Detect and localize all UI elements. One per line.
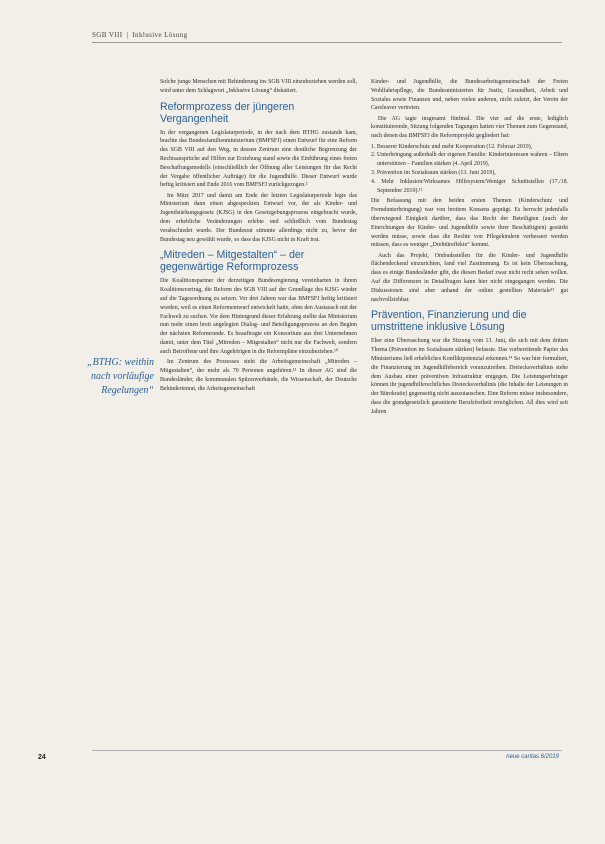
paragraph: Eher eine Überraschung war die Sitzung vom 13. Juni, die sich mit dem dritten Thema (Prävention im Sozialraum stärken) befasste. Das vorbereitende Papier des Ministeriums ließ erhebliches Konfliktpotenzial erkennen.¹⁴ So war hier formuliert, die Finanzierung im Jugendhilfebereich voranzutreiben. Dreiecksverhältnis stehe dem Ausbau einer präventiven Infrastruktur entgegen. Die Leistungserbringer können ihr jugendhilferechtliches Dreiecksverhältnis (die Inhalte der Leistungen in der Bürokratie) gegenseitig nicht auszutauschen. Eine Reform müsse insbesondere, dass die grundgesetzlich garantierte Berufsfreiheit ermöglichen. All dies wird seit Jahren [371,338,568,415]
pull-quote-line: nach vorläufige [90,371,154,382]
list-item: 4. Mehr Inklusion/Wirksames Hilfesystem/Weniger Schnittstellen (17./18. September 2019).¹² [371,178,568,194]
pull-quote-line: „BTHG: weithin [87,357,154,368]
paragraph: Die AG tagte insgesamt fünfmal. Die vier auf die erste, lediglich konstituierende, Sitzung folgenden Tagungen hatten vier Themen zum Gegenstand, nach denen das BMFSFJ die Reformprojekt gegliedert hat: [371,115,568,140]
section-heading: Prävention, Finanzierung und die umstrittene inklusive Lösung [371,309,527,334]
paragraph: Im Zentrum des Prozesses steht die Arbeitsgemeinschaft „Mitreden – Mitgestalten“, der mehr als 70 Personen angehören.¹¹ In dieser AG sind die Bundesländer, die kommunalen Spitzenverbände, die Wissenschaft, der Deutsche Behindertenrat, die Arbeitsgemeinschaft [160,359,357,392]
magazine-name: neue caritas 6/2019 [506,754,559,760]
paragraph: Auch das Projekt, Ombudsstellen für die Kinder- und Jugendhilfe flächendeckend einzurichten, fand viel Zustimmung. Es ist kein Überraschung, dass es einige Bundesländer gibt, die diesen Bedarf zwar nicht recht sehen wollen. Auf die Differenzen in Detailfragen kann hier nicht eingegangen werden. Die Diskussionen sind aber anhand der online gestellten Materiale¹³ gut nachvollziehbar. [371,252,568,303]
header-rule [92,42,562,43]
paragraph: Die Befassung mit den beiden ersten Themen (Kinderschutz und Fremdunterbringung) war von breitem Konsens geprägt. Es herrscht jedenfalls überwiegend Einigkeit darüber, dass das Recht der Beteiligten (auch der Einrichtungen der Kinder- und Jugendhilfe sowie ihrer Beschäftigten) gestärkt werden müsse, sowie dass die Rechte von Pflegekindern verbessert werden müssen, dass es weniger „Drehtüreffekte“ kommt. [371,198,568,249]
topic-list [371,143,568,196]
paragraph: Die Koalitionspartner der derzeitigen Bundesregierung vereinbarten in ihrem Koalitionsvertrag, die Reform des SGB VIII auf der Grundlage des KJSG wieder auf die Tagesordnung zu setzen. Vor drei Jahren war das BMFSFJ heftig kritisiert worden, weil es einen Reformentwurf entwickelt hatte, ohne den Austausch mit der Fachwelt zu suchen. Vor dem Hintergrund dieser Erfahrung stellte das Ministerium nun mehr einen breit angelegten Dialog- und Beteiligungsprozess an den Beginn der nächsten Reformrunde. Es beauftragte ein Konsortium aus drei Unternehmen damit, unter dem Titel „Mitreden – Mitgestalten“ nicht nur die Fachwelt, sondern auch Betroffene und ihre Angehörigen in die Reformpläne einzubeziehen.¹⁰ [160,278,357,355]
header-title: Inklusive Lösung [132,31,188,39]
left-column [160,78,357,395]
list-item: 1. Besserer Kinderschutz und mehr Kooperation (12. Februar 2019), [371,143,533,150]
section-heading: Reformprozess der jüngeren Vergangenheit [160,100,295,125]
paragraph: In der vergangenen Legislaturperiode, in der nach dem BTHG zustande kam, brachte das Bundesfamilienministerium (BMFSFJ) einen Entwurf für eine Reform des SGB VIII auf den Weg, in dessen Zentrum eine deutliche Begrenzung der Rechtsansprüche auf Hilfen zur Erziehung stand sowie die Einführung eines freien Beschaffungsmodells (einschließlich der Öffnung aller Leistungen für das Recht der Vergabe öffentlicher Aufträge) für die Jugendhilfe. Dieser Entwurf wurde heftig kritisiert und Ende 2016 vom BMFSFJ zurückgezogen.² [160,129,357,189]
pull-quote [62,356,154,398]
paragraph: Kinder- und Jugendhilfe, die Bundesarbeitsgemeinschaft der Freien Wohlfahrtspflege, die Bundesministerien für Justiz, Gesundheit, Arbeit und Soziales sowie Finanzen und, neben vielen anderen, nicht zuletzt, der Verein der Careleaver vertreten. [371,79,568,112]
right-column [371,78,568,418]
header-separator: | [126,31,129,39]
page-number: 24 [38,754,46,761]
header-section: SGB VIII [92,31,123,39]
footer-rule [92,750,562,751]
paragraph: Im März 2017 und damit am Ende der letzten Legislaturperiode legte das Ministerium dann einen abgespeckten Entwurf vor, der als Kinder- und Jugendstärkungsgesetz (KJSG) in den Gesetzgebungsprozess eingebracht wurde, dem erhebliche Veränderungen erlebte und schließlich vom Bundestag verabschiedet wurde. Der Bundesrat stimmte allerdings nicht zu, bevor der Bundestag neu gewählt wurde, so dass das KJSG nicht in Kraft trat. [160,192,357,243]
list-item: 3. Prävention im Sozialraum stärken (13. Juni 2019), [371,169,496,176]
pull-quote-line: Regelungen“ [101,385,154,396]
list-item: 2. Unterbringung außerhalb der eigenen Familie: Kinderinteressen wahren – Eltern unterstützen – Familien stärken (4. April 2019), [371,152,568,168]
section-heading: „Mitreden – Mitgestalten“ – der gegenwärtige Reformprozess [160,249,305,274]
running-header [92,31,188,39]
paragraph: Solche junge Menschen mit Behinderung ins SGB VIII einzubeziehen werden soll, wird unter dem Schlagwort „Inklusive Lösung“ diskutiert. [160,79,357,94]
